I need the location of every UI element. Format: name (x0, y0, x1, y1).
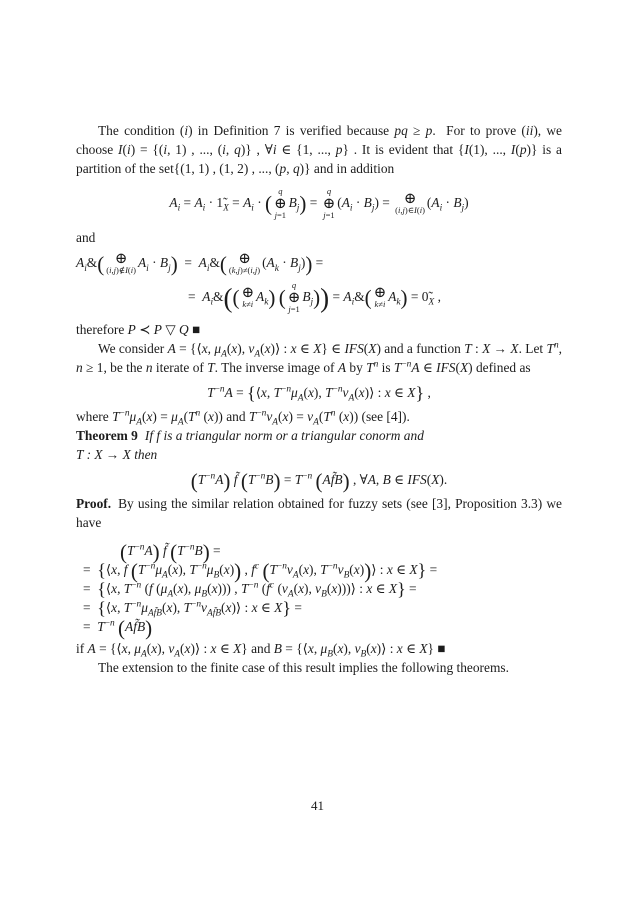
paragraph-if: if A = {⟨x, $\mu_A(x)$, $\nu_A(x)⟩$ : x ∈ X} and B = {⟨x, $\mu_B(x)$, $\nu_B(x)⟩$ : x ∈ X} ■ (76, 641, 446, 660)
page-content (76, 121, 562, 677)
paragraph-extension: The extension to the finite case of this result implies the following theorems. (98, 660, 509, 676)
equation-line: = $T^{-n}$ (Af̃B) (83, 615, 153, 640)
equation-line: = {⟨x, f ($T^{-n}\mu_A(x)$, $T^{-n}\mu_B(x)$) , $f^c$ ($T^{-n}\nu_A(x)$, $T^{-n}\nu_B(x))⟩$ : x ∈ X} = (83, 558, 438, 583)
equation-line: $A_i\&$( ⊕ (i,j)∉I(i) $A_i \cdot B_j$) = $A_i\&$( ⊕ (k,j)≠(i,j) $(A_k \cdot B_j)$) = (76, 250, 324, 276)
page-number: 41 (311, 798, 324, 813)
proof-paragraph (76, 494, 562, 532)
paragraph-and: and (76, 229, 96, 245)
paragraph-where: where $T^{-n}\mu_A(x) = \mu_A(T^n$ (x)) and $T^{-n}\nu_A(x) = \nu_A(T^n$ (x)) (see [4]). (76, 408, 410, 428)
theorem-9 (76, 426, 562, 464)
proof-equation-array (76, 539, 562, 640)
equation-line: $(T^{-n}A)$ f̃ $(T^{-n}B)$ = (120, 539, 221, 564)
proof-body: By using the similar relation obtained for fuzzy sets (see [3], Proposition 3.3) we have (76, 495, 562, 530)
paragraph-condition: The condition (i) in Definition 7 is verified because pq ≥ p. For to prove (ii), we choose I(i) = {(i, 1) , ..., (i, q)} , ∀i ∈ {1, ..., p} . It is evident that {I(1), ..., I(p)} is a partition of the set{(1, 1) , (1, 2) , ..., (p, q)} and in addition (76, 123, 562, 176)
proof-label: Proof. (76, 495, 112, 511)
equation-theorem-9: $(T^{-n}A)$ f̃ $(T^{-n}B) = T^{-n}$ (Af̃B) , ∀A, B ∈ IFS(X). (190, 468, 448, 493)
equation-line: = $A_i\&$(( ⊕ k≠i $A_k$) ( q ⊕ j=1 $B_j$)) = $A_i\&$( ⊕ k≠i $A_k$) = $0̃_X$ , (188, 279, 441, 314)
paragraph-consider: We consider A = {⟨x, $\mu_A(x)$, $\nu_A(x)⟩$ : x ∈ X} ∈ IFS(X) and a function T : X → X. Let $T^n$, n ≥ 1, be the n iterate of T. The inverse image of A by $T^n$ is $T^{-n}A$ ∈ IFS(X) defined as (76, 340, 562, 375)
equation-partition-sum: $A_i = A_i$ · $1̃_X = A_i$ · ( q ⊕ j=1 $B_j$) = q ⊕ j=1 $(A_i \cdot B_j)$ = ⊕ (i,j)∈I(i) $(A_i \cdot B_j)$ (169, 186, 469, 221)
equation-line: = {⟨x, $T^{-n}\mu_{Af̃B}(x)$, $T^{-n}\nu_{Af̃B}(x)⟩$ : x ∈ X} = (83, 598, 302, 619)
equation-array-disjoint (76, 252, 562, 315)
equation-line: = {⟨x, $T^{-n}$ (f ($\mu_A(x)$, $\mu_B(x)$)) , $T^{-n}$ ($f^c$ ($\nu_A(x)$, $\nu_B(x)))⟩$ : x ∈ X} = (83, 578, 417, 600)
theorem-label: Theorem 9 (76, 427, 138, 443)
theorem-body: If f is a triangular norm or a triangular conorm and T : X → X then (76, 427, 424, 462)
equation-inverse-image: $T^{-n}A$ = {⟨x, $T^{-n}\mu_A(x)$, $T^{-n}\nu_A(x)⟩$ : x ∈ X} , (207, 382, 431, 404)
paragraph-therefore: therefore P ≺ P ▽ Q ■ (76, 321, 201, 337)
